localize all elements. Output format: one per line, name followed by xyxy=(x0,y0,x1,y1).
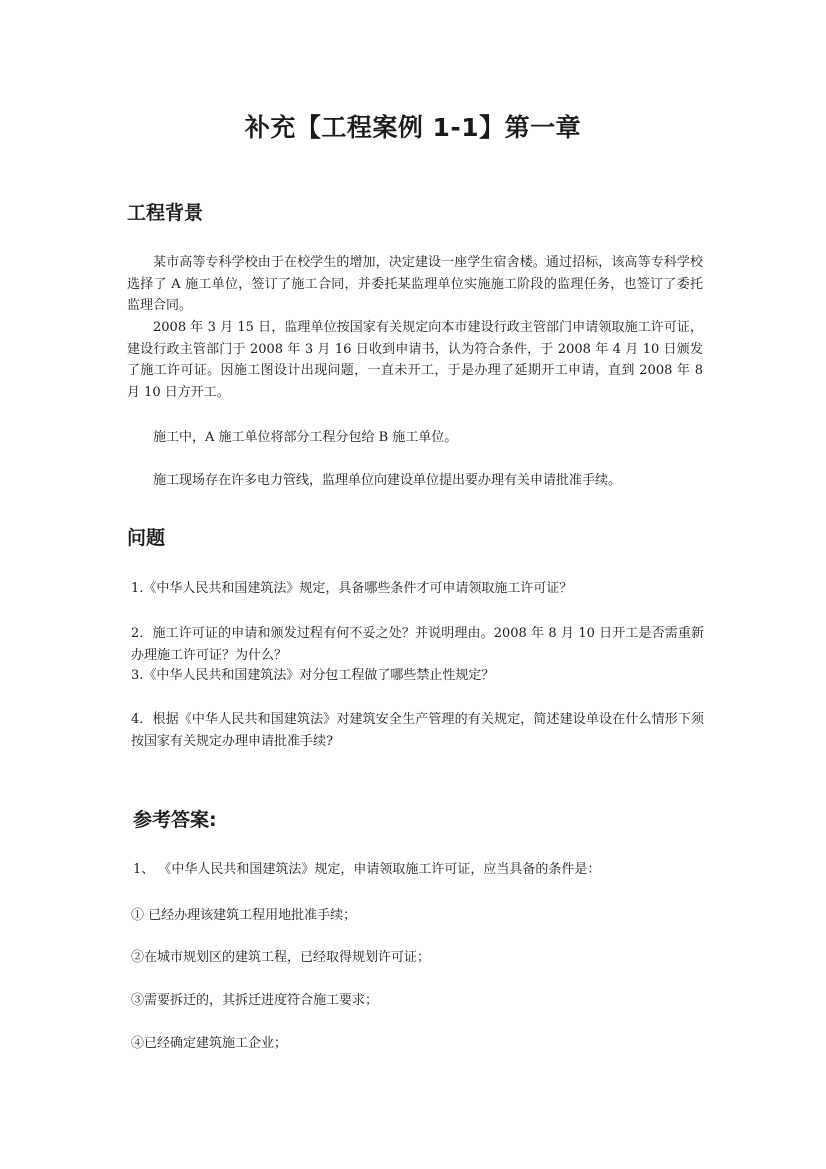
question-2: 2．施工许可证的申请和颁发过程有何不妥之处？并说明理由。2008 年 8 月 10 日开工是否需重新办理施工许可证？为什么？ xyxy=(131,626,704,663)
question-1: 1.《中华人民共和国建筑法》规定，具备哪些条件才可申请领取施工许可证？ xyxy=(131,581,573,596)
background-paragraph-2: 2008 年 3 月 15 日，监理单位按国家有关规定向本市建设行政主管部门申请领取施工许可证，建设行政主管部门于 2008 年 3 月 16 日收到申请书，认为符合条件，于 2008 年 4 月 10 日颁发了施工许可证。因施工图设计出现问题，一直未开工，于是办理了延期开工申请，直到 2008 年 8 月 10 日方开工。 xyxy=(127,320,703,400)
section-heading-questions: 问题 xyxy=(127,527,166,549)
answer-condition-4: ④已经确定建筑施工企业； xyxy=(131,1036,288,1051)
answer-condition-1: ① 已经办理该建筑工程用地批准手续； xyxy=(131,908,357,923)
section-heading-answers: 参考答案: xyxy=(133,809,217,831)
question-4: 4．根据《中华人民共和国建筑法》对建筑安全生产管理的有关规定，简述建设单设在什么情形下须按国家有关规定办理申请批准手续? xyxy=(131,712,704,749)
answer-1-intro: 1、 《中华人民共和国建筑法》规定，申请领取施工许可证，应当具备的条件是： xyxy=(133,862,601,877)
background-paragraph-1: 某市高等专科学校由于在校学生的增加，决定建设一座学生宿舍楼。通过招标，该高等专科学校选择了 A 施工单位，签订了施工合同，并委托某监理单位实施施工阶段的监理任务，也签订了委托监理合同。 xyxy=(127,255,703,313)
answer-condition-3: ③需要拆迁的，其拆迁进度符合施工要求； xyxy=(131,993,379,1008)
question-3: 3.《中华人民共和国建筑法》对分包工程做了哪些禁止性规定？ xyxy=(131,668,495,683)
background-paragraph-3: 施工中，A 施工单位将部分工程分包给 B 施工单位。 xyxy=(153,430,458,445)
answer-condition-2: ②在城市规划区的建筑工程，已经取得规划许可证； xyxy=(131,950,431,965)
section-heading-background: 工程背景 xyxy=(127,202,204,224)
background-paragraph-4: 施工现场存在许多电力管线，监理单位向建设单位提出要办理有关申请批准手续。 xyxy=(153,473,622,488)
document-title: 补充【工程案例 1-1】第一章 xyxy=(244,113,582,142)
